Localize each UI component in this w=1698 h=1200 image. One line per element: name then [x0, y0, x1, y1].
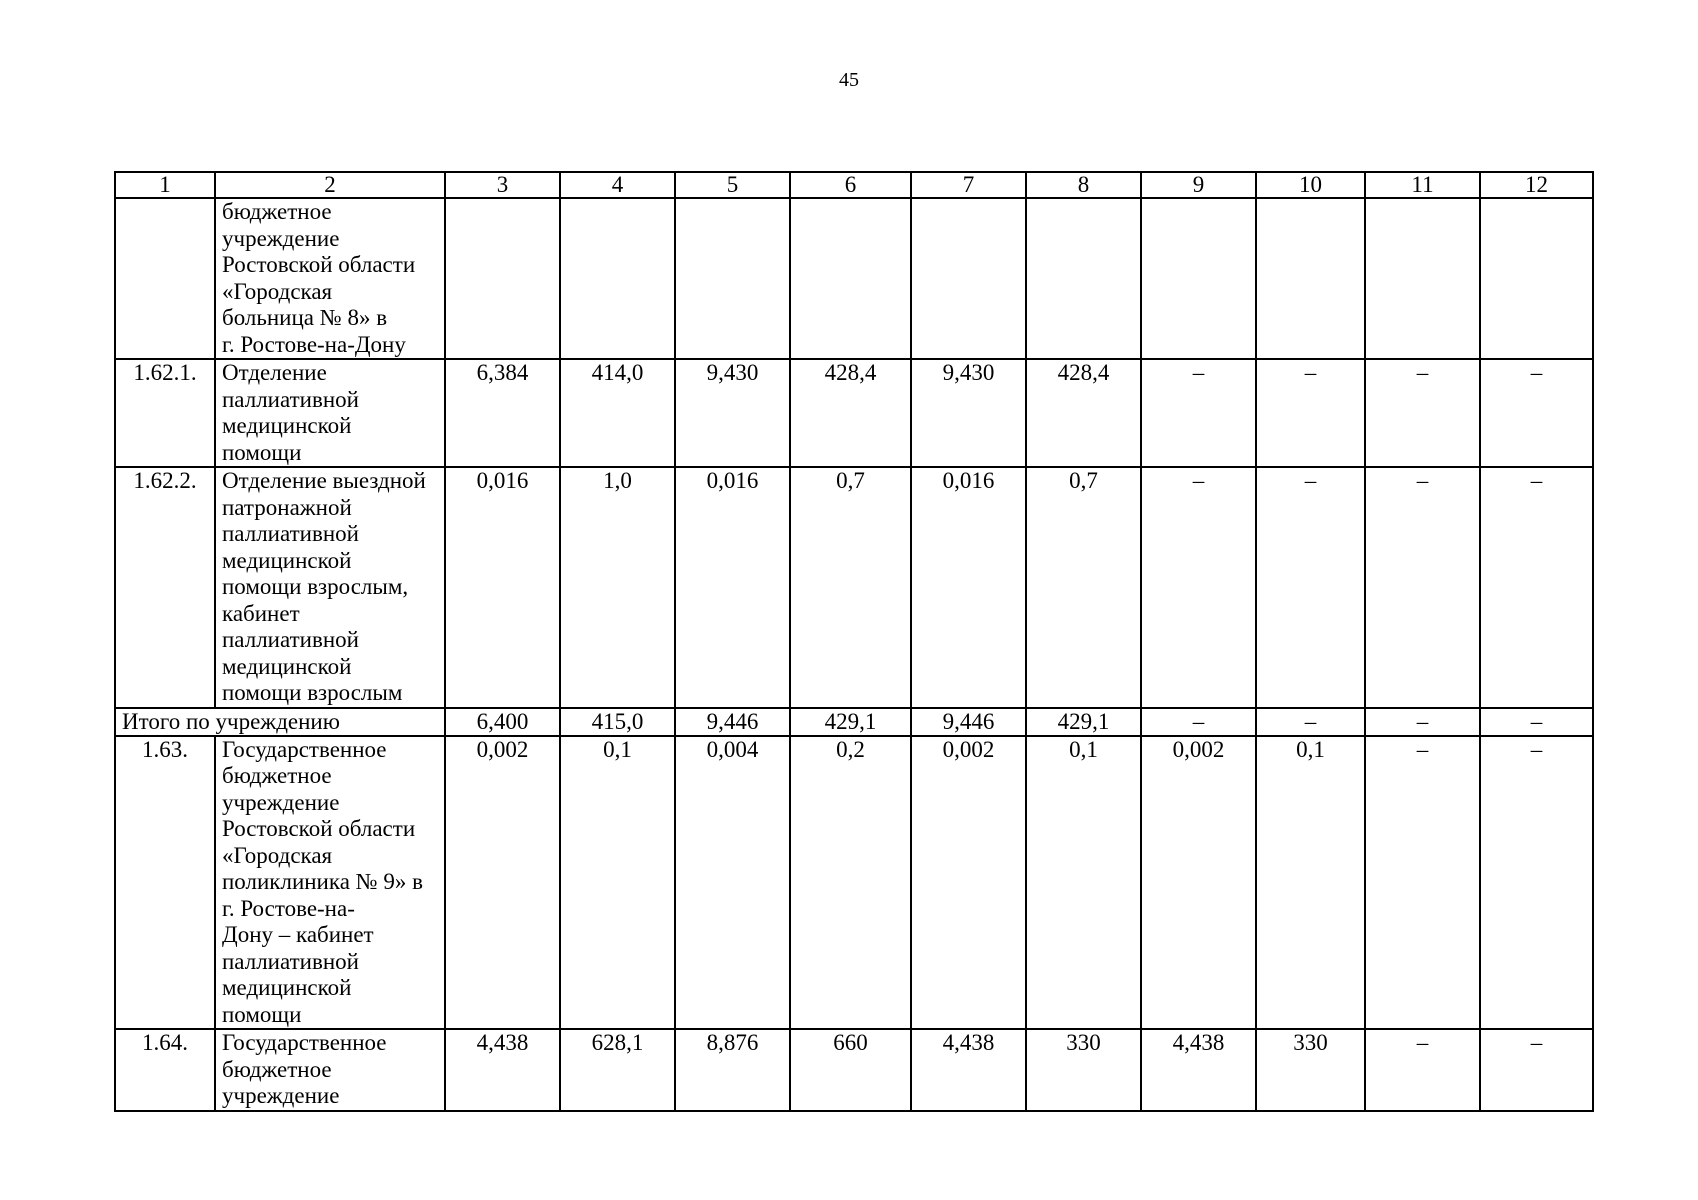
- table-cell: [911, 198, 1026, 359]
- row-code: 1.62.1.: [115, 359, 215, 467]
- table-cell: –: [1141, 359, 1256, 467]
- column-number: 7: [911, 172, 1026, 198]
- column-number: 8: [1026, 172, 1141, 198]
- table-cell: 330: [1256, 1029, 1365, 1111]
- data-table: [114, 171, 1594, 1112]
- table-cell: [560, 198, 675, 359]
- table-cell: 0,016: [675, 467, 790, 708]
- table-cell: 8,876: [675, 1029, 790, 1111]
- table-cell: [1365, 198, 1480, 359]
- table-cell: 428,4: [1026, 359, 1141, 467]
- column-number: 10: [1256, 172, 1365, 198]
- table-row: [115, 467, 1593, 708]
- table-cell: 0,2: [790, 736, 911, 1030]
- table-cell: 428,4: [790, 359, 911, 467]
- table-cell: [790, 198, 911, 359]
- column-number: 9: [1141, 172, 1256, 198]
- table-cell: –: [1365, 1029, 1480, 1111]
- row-name: Отделение паллиативной медицинской помощи: [215, 359, 445, 467]
- row-code: [115, 198, 215, 359]
- column-number: 3: [445, 172, 560, 198]
- table-row: [115, 198, 1593, 359]
- table-cell: 0,002: [1141, 736, 1256, 1030]
- table-cell: [1026, 198, 1141, 359]
- table-cell: 9,430: [911, 359, 1026, 467]
- table-cell: 4,438: [911, 1029, 1026, 1111]
- table-cell: 0,1: [1256, 736, 1365, 1030]
- row-name: бюджетное учреждение Ростовской области «Городская больница № 8» в г. Ростове-на-Дону: [215, 198, 445, 359]
- table-cell: 415,0: [560, 708, 675, 736]
- table-row: [115, 359, 1593, 467]
- table-cell: 330: [1026, 1029, 1141, 1111]
- table-cell: 0,016: [445, 467, 560, 708]
- column-number: 1: [115, 172, 215, 198]
- table-cell: 0,1: [1026, 736, 1141, 1030]
- table-cell: 660: [790, 1029, 911, 1111]
- row-code: 1.62.2.: [115, 467, 215, 708]
- table-cell: [1480, 198, 1593, 359]
- table-cell: –: [1480, 359, 1593, 467]
- table-cell: 429,1: [1026, 708, 1141, 736]
- column-number-row: [115, 172, 1593, 198]
- table-cell: [1256, 198, 1365, 359]
- table-cell: –: [1480, 736, 1593, 1030]
- table-cell: –: [1365, 359, 1480, 467]
- table-cell: –: [1256, 467, 1365, 708]
- table-cell: [675, 198, 790, 359]
- table-cell: 429,1: [790, 708, 911, 736]
- table-cell: 4,438: [1141, 1029, 1256, 1111]
- row-name: Государственное бюджетное учреждение Ростовской области «Городская поликлиника № 9» в г. Ростове-на- Дону – кабинет паллиативной медицинской помощи: [215, 736, 445, 1030]
- table-cell: –: [1256, 359, 1365, 467]
- table-cell: [1141, 198, 1256, 359]
- table-row: [115, 1029, 1593, 1111]
- column-number: 12: [1480, 172, 1593, 198]
- table-cell: 0,002: [911, 736, 1026, 1030]
- column-number: 11: [1365, 172, 1480, 198]
- table-cell: 9,430: [675, 359, 790, 467]
- table-cell: 1,0: [560, 467, 675, 708]
- table-cell: 6,400: [445, 708, 560, 736]
- table-cell: –: [1480, 708, 1593, 736]
- column-number: 5: [675, 172, 790, 198]
- total-row: [115, 708, 1593, 736]
- table-cell: –: [1365, 736, 1480, 1030]
- row-code: 1.63.: [115, 736, 215, 1030]
- table-cell: –: [1141, 708, 1256, 736]
- column-number: 6: [790, 172, 911, 198]
- table-cell: [445, 198, 560, 359]
- table-cell: –: [1480, 1029, 1593, 1111]
- row-name: Государственное бюджетное учреждение: [215, 1029, 445, 1111]
- table-cell: –: [1365, 708, 1480, 736]
- table-cell: 0,1: [560, 736, 675, 1030]
- table-cell: 628,1: [560, 1029, 675, 1111]
- table-cell: 0,016: [911, 467, 1026, 708]
- table-cell: 4,438: [445, 1029, 560, 1111]
- row-name: Отделение выездной патронажной паллиативной медицинской помощи взрослым, кабинет паллиативной медицинской помощи взрослым: [215, 467, 445, 708]
- page-number: 45: [839, 69, 859, 91]
- total-label: Итого по учреждению: [115, 708, 445, 736]
- column-number: 4: [560, 172, 675, 198]
- column-number: 2: [215, 172, 445, 198]
- table-cell: 0,002: [445, 736, 560, 1030]
- table-row: [115, 736, 1593, 1030]
- table-cell: 6,384: [445, 359, 560, 467]
- table-cell: 414,0: [560, 359, 675, 467]
- table-cell: 9,446: [911, 708, 1026, 736]
- table-cell: 0,7: [1026, 467, 1141, 708]
- table-cell: 9,446: [675, 708, 790, 736]
- table-cell: 0,004: [675, 736, 790, 1030]
- table-cell: –: [1480, 467, 1593, 708]
- table-cell: –: [1365, 467, 1480, 708]
- table-cell: 0,7: [790, 467, 911, 708]
- row-code: 1.64.: [115, 1029, 215, 1111]
- table-cell: –: [1141, 467, 1256, 708]
- table-cell: –: [1256, 708, 1365, 736]
